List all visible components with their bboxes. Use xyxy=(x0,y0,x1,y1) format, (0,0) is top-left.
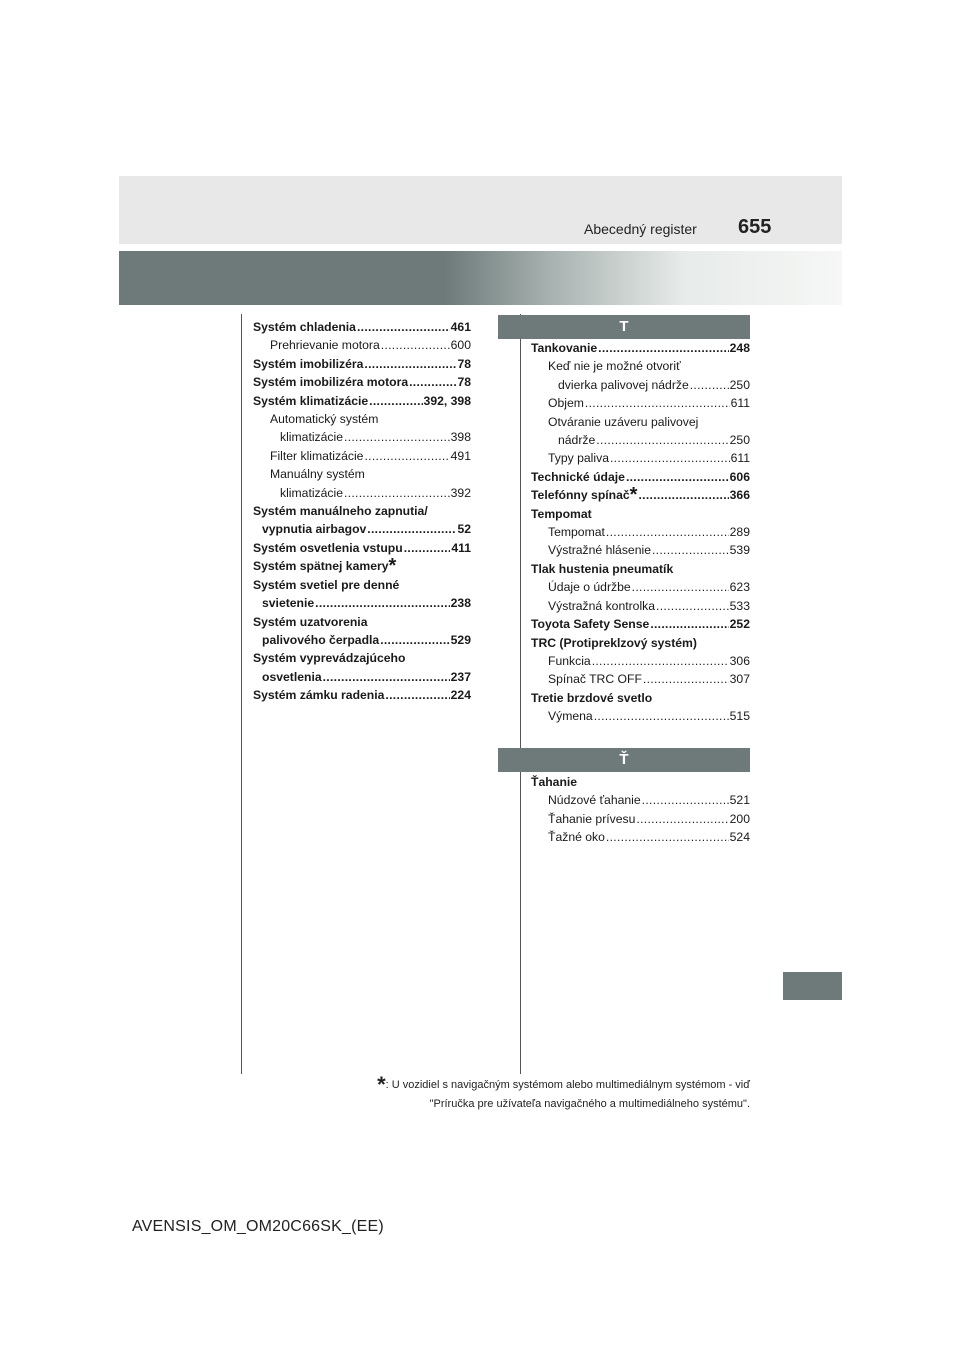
entry-term: Filter klimatizácie xyxy=(270,448,364,463)
index-entry xyxy=(253,465,471,483)
entry-term: osvetlenia xyxy=(262,669,322,684)
dot-leader xyxy=(690,376,729,394)
dot-leader xyxy=(380,631,449,649)
entry-term: svietenie xyxy=(262,596,315,611)
entry-term-wrap xyxy=(548,652,591,670)
index-entry xyxy=(531,615,750,633)
entry-page: 250 xyxy=(729,433,750,448)
entry-term: Výstražné hlásenie xyxy=(548,543,651,558)
index-entry xyxy=(253,576,471,594)
entry-term-wrap xyxy=(253,578,399,592)
index-entry xyxy=(531,484,750,507)
entry-term-wrap xyxy=(548,578,631,596)
index-entry xyxy=(253,555,471,578)
entry-page: 224 xyxy=(450,688,471,703)
dot-leader xyxy=(606,523,729,541)
index-entry xyxy=(253,649,471,667)
index-entry xyxy=(531,431,750,449)
header-gradient-bar xyxy=(119,251,842,305)
dot-leader xyxy=(642,791,729,809)
footnote-text-1: : U vozidiel s navigačným systémom alebo multimediálnym systémom - viď xyxy=(385,1079,750,1091)
entry-page: 524 xyxy=(729,830,750,845)
entry-page: 200 xyxy=(729,811,750,826)
entry-page: 78 xyxy=(457,375,471,390)
entry-term-wrap xyxy=(548,791,641,809)
index-entry xyxy=(531,505,750,523)
index-entry xyxy=(531,541,750,559)
entry-term: Systém chladenia xyxy=(253,320,356,334)
entry-page: 461 xyxy=(450,320,471,334)
dot-leader xyxy=(344,428,450,446)
entry-term: Typy paliva xyxy=(548,451,609,466)
entry-term-wrap xyxy=(270,336,380,354)
dot-leader xyxy=(364,447,449,465)
index-entry xyxy=(253,594,471,612)
document-code: AVENSIS_OM_OM20C66SK_(EE) xyxy=(132,1218,384,1235)
header-band xyxy=(119,176,842,244)
entry-term-wrap xyxy=(253,318,356,336)
entry-term: Keď nie je možné otvoriť xyxy=(548,359,681,374)
index-entry xyxy=(531,810,750,828)
entry-term: Manuálny systém xyxy=(270,467,365,482)
entry-term: Systém osvetlenia vstupu xyxy=(253,540,403,555)
entry-term-wrap xyxy=(253,355,363,373)
entry-term: Systém imobilizéra motora xyxy=(253,375,409,390)
index-column-left xyxy=(253,318,471,705)
dot-leader xyxy=(650,615,728,633)
dot-leader xyxy=(643,670,729,688)
dot-leader xyxy=(656,597,729,615)
entry-page: 411 xyxy=(451,540,471,555)
entry-page: 515 xyxy=(729,709,750,724)
dot-leader xyxy=(632,578,729,596)
entry-term-wrap xyxy=(531,484,638,507)
entry-term-wrap xyxy=(531,615,649,633)
entry-term: Tretie brzdové svetlo xyxy=(531,690,653,705)
entry-term: Systém klimatizácie xyxy=(253,393,369,408)
dot-leader xyxy=(638,486,728,504)
entry-term-wrap xyxy=(253,615,367,629)
entry-term-wrap xyxy=(548,394,584,412)
entry-term-wrap xyxy=(280,428,343,446)
footnote-line-1 xyxy=(377,1072,750,1098)
index-entry xyxy=(253,631,471,649)
index-entry xyxy=(531,689,750,707)
entry-term-wrap xyxy=(262,520,366,538)
entry-page: 533 xyxy=(729,598,750,613)
entry-page: 606 xyxy=(729,469,750,484)
entry-term: nádrže xyxy=(558,433,596,448)
entry-page: 237 xyxy=(450,669,471,684)
entry-term: Technické údaje xyxy=(531,469,625,484)
entry-term: Tempomat xyxy=(548,525,605,540)
index-entry xyxy=(253,392,471,410)
entry-term: Ťahanie prívesu xyxy=(548,811,636,826)
index-entry xyxy=(253,686,471,704)
entry-page: 289 xyxy=(729,525,750,540)
chapter-tab xyxy=(783,972,842,1000)
dot-leader xyxy=(367,520,456,538)
entry-term: palivového čerpadla xyxy=(262,632,380,647)
dot-leader xyxy=(323,668,450,686)
dot-leader xyxy=(315,594,449,612)
footnote-line-2: "Príručka pre užívateľa navigačného a multimediálneho systému". xyxy=(429,1098,750,1110)
entry-term: Spínač TRC OFF xyxy=(548,672,642,687)
entry-page: 307 xyxy=(729,672,750,687)
entry-page: 521 xyxy=(729,793,750,808)
index-entry xyxy=(253,447,471,465)
entry-page: 392 xyxy=(450,485,471,500)
entry-term: Systém spätnej kamery xyxy=(253,559,389,574)
entry-term: Ťažné oko xyxy=(548,830,605,845)
entry-page: 366 xyxy=(729,488,750,503)
entry-term: Údaje o údržbe xyxy=(548,580,631,595)
entry-page: 248 xyxy=(729,341,750,355)
column-divider-middle xyxy=(520,314,521,1074)
entry-term-wrap xyxy=(531,507,592,521)
dot-leader xyxy=(585,394,730,412)
index-entry xyxy=(531,652,750,670)
index-entry xyxy=(253,539,471,557)
entry-term: Výmena xyxy=(548,709,593,724)
entry-term: Telefónny spínač xyxy=(531,488,630,503)
index-column-right-second xyxy=(531,773,750,847)
index-entry xyxy=(531,560,750,578)
entry-term-wrap xyxy=(558,376,689,394)
dot-leader xyxy=(369,392,422,410)
letter-heading-t-caron: Ť xyxy=(498,748,750,772)
entry-page: 539 xyxy=(729,543,750,558)
entry-term: Systém svetiel pre denné xyxy=(253,577,400,592)
entry-term-wrap xyxy=(531,636,697,650)
entry-page: 306 xyxy=(729,653,750,668)
index-entry xyxy=(531,828,750,846)
index-entry xyxy=(531,468,750,486)
dot-leader xyxy=(594,707,729,725)
dot-leader xyxy=(626,468,729,486)
entry-term: Systém uzatvorenia xyxy=(253,614,368,629)
entry-term: TRC (Protipreklzový systém) xyxy=(531,635,697,650)
entry-page: 611 xyxy=(730,451,750,466)
dot-leader xyxy=(364,355,456,373)
entry-term-wrap xyxy=(531,691,652,705)
entry-page: 491 xyxy=(450,448,471,463)
index-entry xyxy=(531,376,750,394)
entry-term-wrap xyxy=(253,555,397,578)
entry-term-wrap xyxy=(548,810,635,828)
dot-leader xyxy=(636,810,728,828)
dot-leader xyxy=(652,541,729,559)
entry-term: Automatický systém xyxy=(270,412,379,427)
entry-page: 600 xyxy=(450,338,471,353)
entry-term-wrap xyxy=(270,467,365,481)
index-entry xyxy=(531,449,750,467)
entry-term-wrap xyxy=(531,775,577,789)
entry-page: 392, 398 xyxy=(423,393,471,408)
footnote-star: * xyxy=(629,484,638,507)
entry-page: 611 xyxy=(730,396,750,411)
index-entry xyxy=(531,578,750,596)
entry-term-wrap xyxy=(548,523,605,541)
column-divider-left xyxy=(241,314,242,1074)
index-entry xyxy=(253,520,471,538)
index-entry xyxy=(253,484,471,502)
index-entry xyxy=(253,318,471,336)
dot-leader xyxy=(598,339,729,357)
index-entry xyxy=(531,634,750,652)
entry-term: Tlak hustenia pneumatík xyxy=(531,561,674,576)
dot-leader xyxy=(610,449,730,467)
entry-term-wrap xyxy=(548,828,605,846)
section-title: Abecedný register xyxy=(584,221,697,237)
entry-term-wrap xyxy=(531,339,597,357)
index-entry xyxy=(531,357,750,375)
footnote-star: * xyxy=(388,555,397,578)
entry-term-wrap xyxy=(548,449,609,467)
index-entry xyxy=(253,502,471,520)
letter-heading-t: T xyxy=(498,315,750,339)
entry-term: Výstražná kontrolka xyxy=(548,598,656,613)
index-column-right xyxy=(531,339,750,726)
index-entry xyxy=(531,523,750,541)
entry-term-wrap xyxy=(558,431,595,449)
entry-term-wrap xyxy=(262,594,314,612)
entry-term-wrap xyxy=(270,447,363,465)
entry-term: Toyota Safety Sense xyxy=(531,617,650,632)
entry-term: klimatizácie xyxy=(280,430,343,445)
dot-leader xyxy=(409,373,456,391)
entry-page: 52 xyxy=(457,522,471,537)
entry-page: 252 xyxy=(729,617,750,632)
index-entry xyxy=(253,613,471,631)
entry-term-wrap xyxy=(262,631,379,649)
entry-term-wrap xyxy=(253,392,368,410)
entry-term: Núdzové ťahanie xyxy=(548,793,641,808)
index-entry xyxy=(253,355,471,373)
entry-term: Objem xyxy=(548,396,584,411)
entry-term: dvierka palivovej nádrže xyxy=(558,377,689,392)
entry-term-wrap xyxy=(253,373,408,391)
entry-term: vypnutia airbagov xyxy=(262,522,367,537)
entry-term-wrap xyxy=(548,707,593,725)
entry-page: 238 xyxy=(450,596,471,611)
index-entry xyxy=(253,428,471,446)
entry-term-wrap xyxy=(262,668,322,686)
entry-term: Tankovanie xyxy=(531,341,598,355)
entry-term: Tempomat xyxy=(531,506,592,521)
dot-leader xyxy=(606,828,729,846)
entry-term-wrap xyxy=(253,686,384,704)
index-entry xyxy=(531,339,750,357)
dot-leader xyxy=(357,318,450,336)
entry-page: 623 xyxy=(729,580,750,595)
index-entry xyxy=(253,373,471,391)
dot-leader xyxy=(592,652,729,670)
entry-term: klimatizácie xyxy=(280,485,343,500)
dot-leader xyxy=(344,484,450,502)
dot-leader xyxy=(381,336,450,354)
dot-leader xyxy=(385,686,449,704)
entry-page: 398 xyxy=(450,430,471,445)
entry-term: Systém imobilizéra xyxy=(253,356,364,371)
index-entry xyxy=(531,791,750,809)
index-entry xyxy=(531,413,750,431)
footnote-star: * xyxy=(377,1072,386,1097)
entry-term: Systém manuálneho zapnutia/ xyxy=(253,504,428,519)
entry-term-wrap xyxy=(531,562,673,576)
entry-term-wrap xyxy=(253,539,403,557)
entry-term-wrap xyxy=(531,468,625,486)
entry-term-wrap xyxy=(270,412,378,426)
entry-term-wrap xyxy=(548,670,642,688)
entry-term: Systém vyprevádzajúceho xyxy=(253,651,406,666)
entry-term-wrap xyxy=(280,484,343,502)
entry-term-wrap xyxy=(548,415,698,429)
entry-page: 529 xyxy=(450,632,471,647)
index-entry xyxy=(253,668,471,686)
index-entry xyxy=(531,597,750,615)
entry-term: Systém zámku radenia xyxy=(253,688,385,703)
entry-term-wrap xyxy=(548,359,681,373)
index-entry xyxy=(531,394,750,412)
entry-term-wrap xyxy=(253,504,428,518)
entry-page: 250 xyxy=(729,377,750,392)
dot-leader xyxy=(596,431,728,449)
index-entry xyxy=(253,410,471,428)
page-number: 655 xyxy=(738,216,772,238)
entry-term: Funkcia xyxy=(548,653,591,668)
dot-leader xyxy=(404,539,451,557)
index-entry xyxy=(531,707,750,725)
entry-term: Ťahanie xyxy=(531,775,578,789)
index-entry xyxy=(253,336,471,354)
entry-term: Prehrievanie motora xyxy=(270,338,380,353)
entry-term-wrap xyxy=(548,541,651,559)
entry-term: Otváranie uzáveru palivovej xyxy=(548,414,699,429)
entry-term-wrap xyxy=(253,651,405,665)
index-entry xyxy=(531,670,750,688)
entry-page: 78 xyxy=(457,356,471,371)
entry-term-wrap xyxy=(548,597,655,615)
index-entry xyxy=(531,773,750,791)
